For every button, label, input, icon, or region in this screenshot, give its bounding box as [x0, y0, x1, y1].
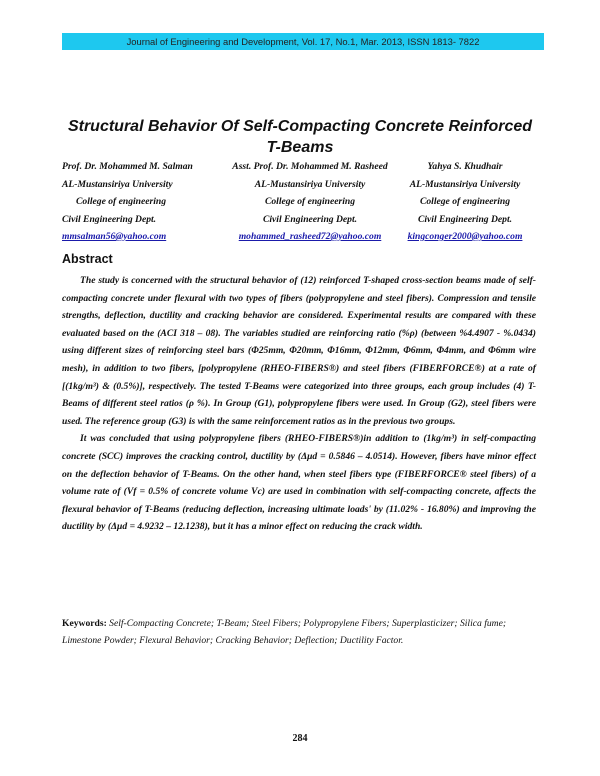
- author-block-1: [62, 158, 212, 246]
- abstract-heading: Abstract: [62, 252, 113, 266]
- journal-header-bar: [62, 33, 544, 50]
- author-college: College of engineering: [76, 196, 167, 207]
- keywords: [62, 615, 536, 649]
- author-block-3: [395, 158, 535, 246]
- author-college: College of engineering: [419, 196, 511, 207]
- journal-citation: Journal of Engineering and Development, Vol. 17, No.1, Mar. 2013, ISSN 1813- 7822: [126, 36, 480, 47]
- author-department: Civil Engineering Dept.: [417, 213, 513, 225]
- page-number: 284: [292, 733, 308, 744]
- title-line-1: Structural Behavior Of Self-Compacting Concrete Reinforced: [67, 118, 533, 135]
- author-name: Yahya S. Khudhair: [427, 161, 503, 172]
- author-university: AL-Mustansiriya University: [254, 178, 366, 190]
- author-department: Civil Engineering Dept.: [262, 213, 358, 225]
- title-line-2: T-Beams: [266, 139, 334, 156]
- keywords-list: Self-Compacting Concrete; T-Beam; Steel Fibers; Polypropylene Fibers; Superplasticizer; Silica fume; Limestone Powder; Flexural Behavior; Cracking Behavior; Deflection; Ductility Factor.: [62, 618, 507, 646]
- author-block-2: [220, 158, 400, 246]
- author-university: AL-Mustansiriya University: [62, 178, 173, 190]
- author-email-link[interactable]: mmsalman56@yahoo.com: [62, 231, 167, 242]
- abstract-paragraph-2: It was concluded that using polypropylene fibers (RHEO-FIBERS®)in addition to (1kg/m³) in self-compacting concrete (SCC) improves the cracking control, ductility by (Δμd = 0.5846 – 4.0514). However, fibers have minor effect on the deflection behavior of T-Beams. On the other hand, when steel fibers type (FIBERFORCE® steel fibers) of a volume rate of (Vf = 0.5% of concrete volume Vc) are used in combination with self-compacting concrete, affects the flexural behavior of T-Beams (reducing deflection, increasing ultimate loads' by (11.02% - 16.80%) and improving the ductility by (Δμd = 4.9232 – 12.1238), but it has a minor effect on reducing the crack width.: [62, 433, 536, 533]
- author-name: Asst. Prof. Dr. Mohammed M. Rasheed: [232, 161, 388, 172]
- paper-title: [40, 116, 560, 158]
- author-name: Prof. Dr. Mohammed M. Salman: [62, 161, 193, 172]
- author-email-link[interactable]: kingconger2000@yahoo.com: [407, 231, 523, 242]
- author-email-link[interactable]: mohammed_rasheed72@yahoo.com: [238, 231, 382, 242]
- abstract-paragraph-1: The study is concerned with the structural behavior of (12) reinforced T-shaped cross-section beams made of self-compacting concrete under flexural with two types of fibers (polypropylene and steel fibers). Compression and tensile strengths, deflection, ductility and cracking behavior are considered. Experimental results are compared with these evaluated based on the (ACI 318 – 08). The variables studied are reinforcing ratio (%ρ) (between %4.4907 - %.0434) using different sizes of reinforcing steel bars (Φ25mm, Φ20mm, Φ16mm, Φ12mm, Φ6mm, Φ4mm, and Φ6mm wire mesh), in addition to two fibers, [polypropylene (RHEO-FIBERS®) and steel fibers (FIBERFORCE®) at a rate of [(1kg/m³) & (0.5%)], respectively. The tested T-Beams were categorized into three groups, each group includes (4) T-Beams of different steel ratios (ρ %). In Group (G1), polypropylene fibers were used. In Group (G2), steel fibers were used. The reference group (G3) is with the same reinforcement ratios as in the previous two groups.: [62, 275, 536, 427]
- keywords-label: Keywords:: [62, 618, 107, 629]
- author-college: College of engineering: [264, 196, 356, 207]
- abstract-body: [62, 272, 536, 536]
- author-university: AL-Mustansiriya University: [409, 178, 521, 190]
- author-department: Civil Engineering Dept.: [62, 213, 157, 225]
